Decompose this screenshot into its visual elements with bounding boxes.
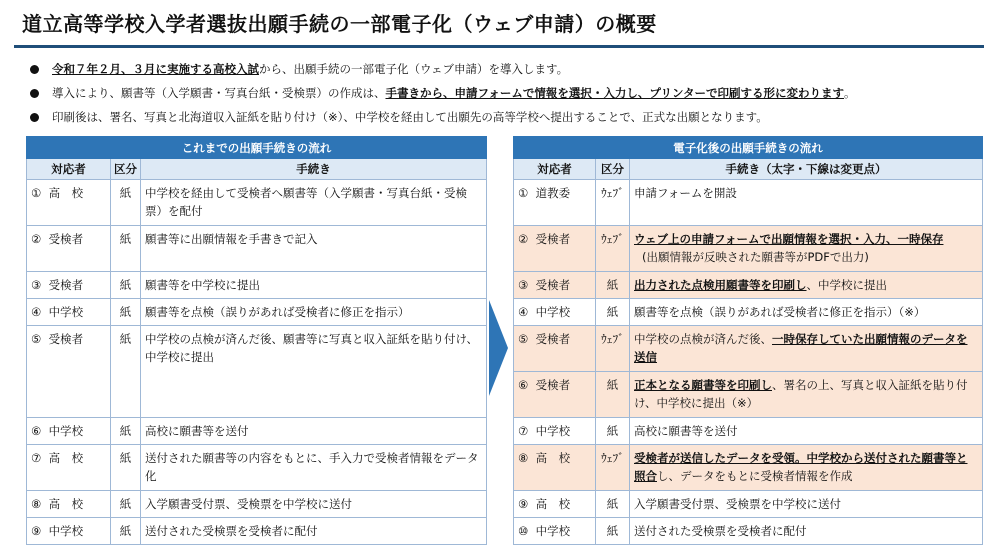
step-actor: 高 校 <box>48 497 84 511</box>
step-procedure-text: 高校に願書等を送付 <box>145 424 249 438</box>
step-kubun: 紙 <box>596 299 630 326</box>
step-procedure-text: 中学校を経由して受検者へ願書等（入学願書・写真台紙・受検票）を配付 <box>145 186 467 218</box>
bullet-text: 手書きから、申請フォームで情報を選択・入力し、プリンターで印刷する形に変わります <box>385 86 845 100</box>
step-actor-cell <box>27 272 111 299</box>
step-procedure <box>141 272 487 299</box>
step-actor-cell <box>514 226 596 272</box>
bullet-text: 令和７年２月、３月に実施する高校入試 <box>52 62 259 76</box>
step-row <box>514 372 983 418</box>
step-procedure <box>630 418 983 445</box>
step-procedure <box>630 299 983 326</box>
column-header-actor: 対応者 <box>27 159 111 180</box>
bullet-item <box>30 110 980 134</box>
step-procedure-text: 願書等を中学校に提出 <box>145 278 260 292</box>
step-kubun: 紙 <box>111 518 141 545</box>
step-procedure-text: 正本となる願書等を印刷し <box>634 378 772 392</box>
step-number: ⑥ <box>31 424 42 438</box>
step-procedure-text: 受検者が送信したデータを受領。中学校から送付された願書等と照合 <box>634 451 968 483</box>
step-kubun: 紙 <box>596 491 630 518</box>
step-procedure-text: 、署名の上、写真と収入証紙を貼り付け、中学校に提出（※） <box>634 378 968 410</box>
step-number: ① <box>518 186 529 200</box>
column-header-kubun: 区分 <box>596 159 630 180</box>
step-procedure <box>630 180 983 226</box>
summary-bullets <box>30 62 980 134</box>
column-header-procedure: 手続き（太字・下線は変更点） <box>630 159 983 180</box>
step-number: ⑧ <box>518 451 529 465</box>
step-procedure <box>630 372 983 418</box>
step-actor: 受検者 <box>535 232 571 246</box>
step-procedure-text: 入学願書受付票、受検票を中学校に送付 <box>145 497 352 511</box>
step-number: ⑤ <box>31 332 42 346</box>
step-kubun: ｳｪﾌﾞ <box>596 226 630 272</box>
current-process-table <box>26 136 487 545</box>
column-header-procedure: 手続き <box>141 159 487 180</box>
step-procedure-text: ウェブ上の申請フォームで出願情報を選択・入力、一時保存 <box>634 232 944 246</box>
step-actor-cell <box>514 418 596 445</box>
step-number: ② <box>518 232 529 246</box>
step-actor: 中学校 <box>48 424 84 438</box>
step-row <box>514 518 983 545</box>
title-divider <box>14 45 984 48</box>
step-actor: 受検者 <box>48 232 84 246</box>
bullet-dot-icon <box>30 89 39 98</box>
step-procedure-text: 入学願書受付票、受検票を中学校に送付 <box>634 497 841 511</box>
step-procedure-text: 送付された受検票を受検者に配付 <box>145 524 318 538</box>
step-number: ④ <box>518 305 529 319</box>
step-actor: 受検者 <box>48 332 84 346</box>
column-header-kubun: 区分 <box>111 159 141 180</box>
step-actor: 中学校 <box>535 524 571 538</box>
step-actor-cell <box>27 226 111 272</box>
current-process-title: これまでの出願手続きの流れ <box>27 137 487 159</box>
step-number: ② <box>31 232 42 246</box>
step-procedure-text: 送付された受検票を受検者に配付 <box>634 524 807 538</box>
step-row <box>27 272 487 299</box>
column-header-actor: 対応者 <box>514 159 596 180</box>
bullet-dot-icon <box>30 65 39 74</box>
step-procedure <box>630 491 983 518</box>
step-kubun: 紙 <box>111 180 141 226</box>
step-procedure-text: 中学校の点検が済んだ後、願書等に写真と収入証紙を貼り付け、中学校に提出 <box>145 332 479 364</box>
digital-process-title: 電子化後の出願手続きの流れ <box>514 137 983 159</box>
step-kubun: 紙 <box>596 518 630 545</box>
step-actor-cell <box>27 299 111 326</box>
step-actor: 高 校 <box>48 451 84 465</box>
step-number: ⑨ <box>31 524 42 538</box>
step-procedure <box>630 518 983 545</box>
step-actor: 高 校 <box>48 186 84 200</box>
step-actor: 道教委 <box>535 186 571 200</box>
step-procedure-text: 申請フォームを開設 <box>634 186 737 200</box>
step-kubun: 紙 <box>596 418 630 445</box>
step-row <box>514 180 983 226</box>
step-actor-cell <box>27 491 111 518</box>
step-actor-cell <box>514 372 596 418</box>
step-procedure <box>630 272 983 299</box>
step-procedure-text: 願書等に出願情報を手書きで記入 <box>145 232 318 246</box>
step-procedure <box>141 491 487 518</box>
bullet-text: 印刷後は、署名、写真と北海道収入証紙を貼り付け（※）、中学校を経由して出願先の高等学校へ提出することで、正式な出願となります。 <box>52 110 768 124</box>
step-kubun: 紙 <box>596 272 630 299</box>
step-number: ⑧ <box>31 497 42 511</box>
step-kubun: 紙 <box>111 491 141 518</box>
step-row <box>514 272 983 299</box>
step-actor-cell <box>514 445 596 491</box>
step-row <box>514 491 983 518</box>
step-kubun: ｳｪﾌﾞ <box>596 180 630 226</box>
step-procedure <box>630 226 983 272</box>
step-procedure <box>141 326 487 418</box>
step-actor-cell <box>514 180 596 226</box>
step-procedure-text: 一時保存していた出願情報のデータを送信 <box>634 332 968 364</box>
page-title: 道立高等学校入学者選抜出願手続の一部電子化（ウェブ申請）の概要 <box>22 12 657 36</box>
step-procedure <box>141 180 487 226</box>
step-number: ③ <box>518 278 529 292</box>
step-actor: 受検者 <box>48 278 84 292</box>
step-actor: 受検者 <box>535 332 571 346</box>
step-procedure-text: 高校に願書等を送付 <box>634 424 738 438</box>
step-row <box>514 299 983 326</box>
bullet-item <box>30 86 980 110</box>
step-actor-cell <box>514 491 596 518</box>
step-actor-cell <box>514 518 596 545</box>
step-actor: 受検者 <box>535 378 571 392</box>
bullet-item <box>30 62 980 86</box>
step-kubun: 紙 <box>596 372 630 418</box>
step-actor-cell <box>27 180 111 226</box>
step-row <box>27 326 487 418</box>
step-actor-cell <box>27 518 111 545</box>
step-actor: 受検者 <box>535 278 571 292</box>
step-actor-cell <box>27 445 111 491</box>
step-kubun: 紙 <box>111 445 141 491</box>
step-number: ⑨ <box>518 497 529 511</box>
step-kubun: 紙 <box>111 418 141 445</box>
step-kubun: 紙 <box>111 272 141 299</box>
step-note: (出願情報が反映された願書等がPDFで出力) <box>642 250 869 264</box>
step-kubun: 紙 <box>111 299 141 326</box>
step-actor-cell <box>514 272 596 299</box>
step-actor: 中学校 <box>48 305 84 319</box>
step-procedure-text: 、中学校に提出 <box>806 278 887 292</box>
step-kubun: 紙 <box>111 326 141 418</box>
step-actor-cell <box>514 326 596 372</box>
flow-arrow-icon <box>489 300 508 396</box>
step-row <box>514 445 983 491</box>
step-procedure <box>630 445 983 491</box>
bullet-dot-icon <box>30 113 39 122</box>
step-row <box>27 226 487 272</box>
step-procedure-text: し、データをもとに受検者情報を作成 <box>657 469 853 483</box>
step-actor: 高 校 <box>535 451 571 465</box>
step-row <box>27 418 487 445</box>
step-procedure-text: 出力された点検用願書等を印刷し <box>634 278 807 292</box>
step-number: ⑩ <box>518 524 529 538</box>
step-number: ③ <box>31 278 42 292</box>
step-row <box>27 299 487 326</box>
step-number: ⑦ <box>518 424 529 438</box>
step-kubun: ｳｪﾌﾞ <box>596 326 630 372</box>
step-row <box>514 326 983 372</box>
step-actor: 高 校 <box>535 497 571 511</box>
step-procedure-text: 送付された願書等の内容をもとに、手入力で受検者情報をデータ化 <box>145 451 479 483</box>
step-actor-cell <box>27 418 111 445</box>
bullet-text: から、出願手続の一部電子化（ウェブ申請）を導入します。 <box>259 62 569 76</box>
digital-process-table <box>513 136 983 545</box>
step-procedure-text: 願書等を点検（誤りがあれば受検者に修正を指示） <box>145 305 410 319</box>
step-actor: 中学校 <box>535 305 571 319</box>
step-row <box>514 418 983 445</box>
step-procedure-text: 願書等を点検（誤りがあれば受検者に修正を指示）（※） <box>634 305 926 319</box>
step-procedure <box>141 418 487 445</box>
step-row <box>27 180 487 226</box>
step-procedure-text: 中学校の点検が済んだ後、 <box>634 332 772 346</box>
step-number: ① <box>31 186 42 200</box>
step-row <box>27 445 487 491</box>
step-row <box>514 226 983 272</box>
step-procedure <box>141 299 487 326</box>
step-kubun: ｳｪﾌﾞ <box>596 445 630 491</box>
step-row <box>27 491 487 518</box>
step-procedure <box>141 445 487 491</box>
bullet-text: 。 <box>844 86 856 100</box>
step-procedure <box>630 326 983 372</box>
step-actor-cell <box>514 299 596 326</box>
step-number: ⑥ <box>518 378 529 392</box>
step-number: ④ <box>31 305 42 319</box>
step-actor-cell <box>27 326 111 418</box>
step-procedure <box>141 226 487 272</box>
step-number: ⑤ <box>518 332 529 346</box>
step-number: ⑦ <box>31 451 42 465</box>
step-actor: 中学校 <box>48 524 84 538</box>
step-procedure <box>141 518 487 545</box>
step-row <box>27 518 487 545</box>
bullet-text: 導入により、願書等（入学願書・写真台紙・受検票）の作成は、 <box>52 86 386 100</box>
step-actor: 中学校 <box>535 424 571 438</box>
step-kubun: 紙 <box>111 226 141 272</box>
